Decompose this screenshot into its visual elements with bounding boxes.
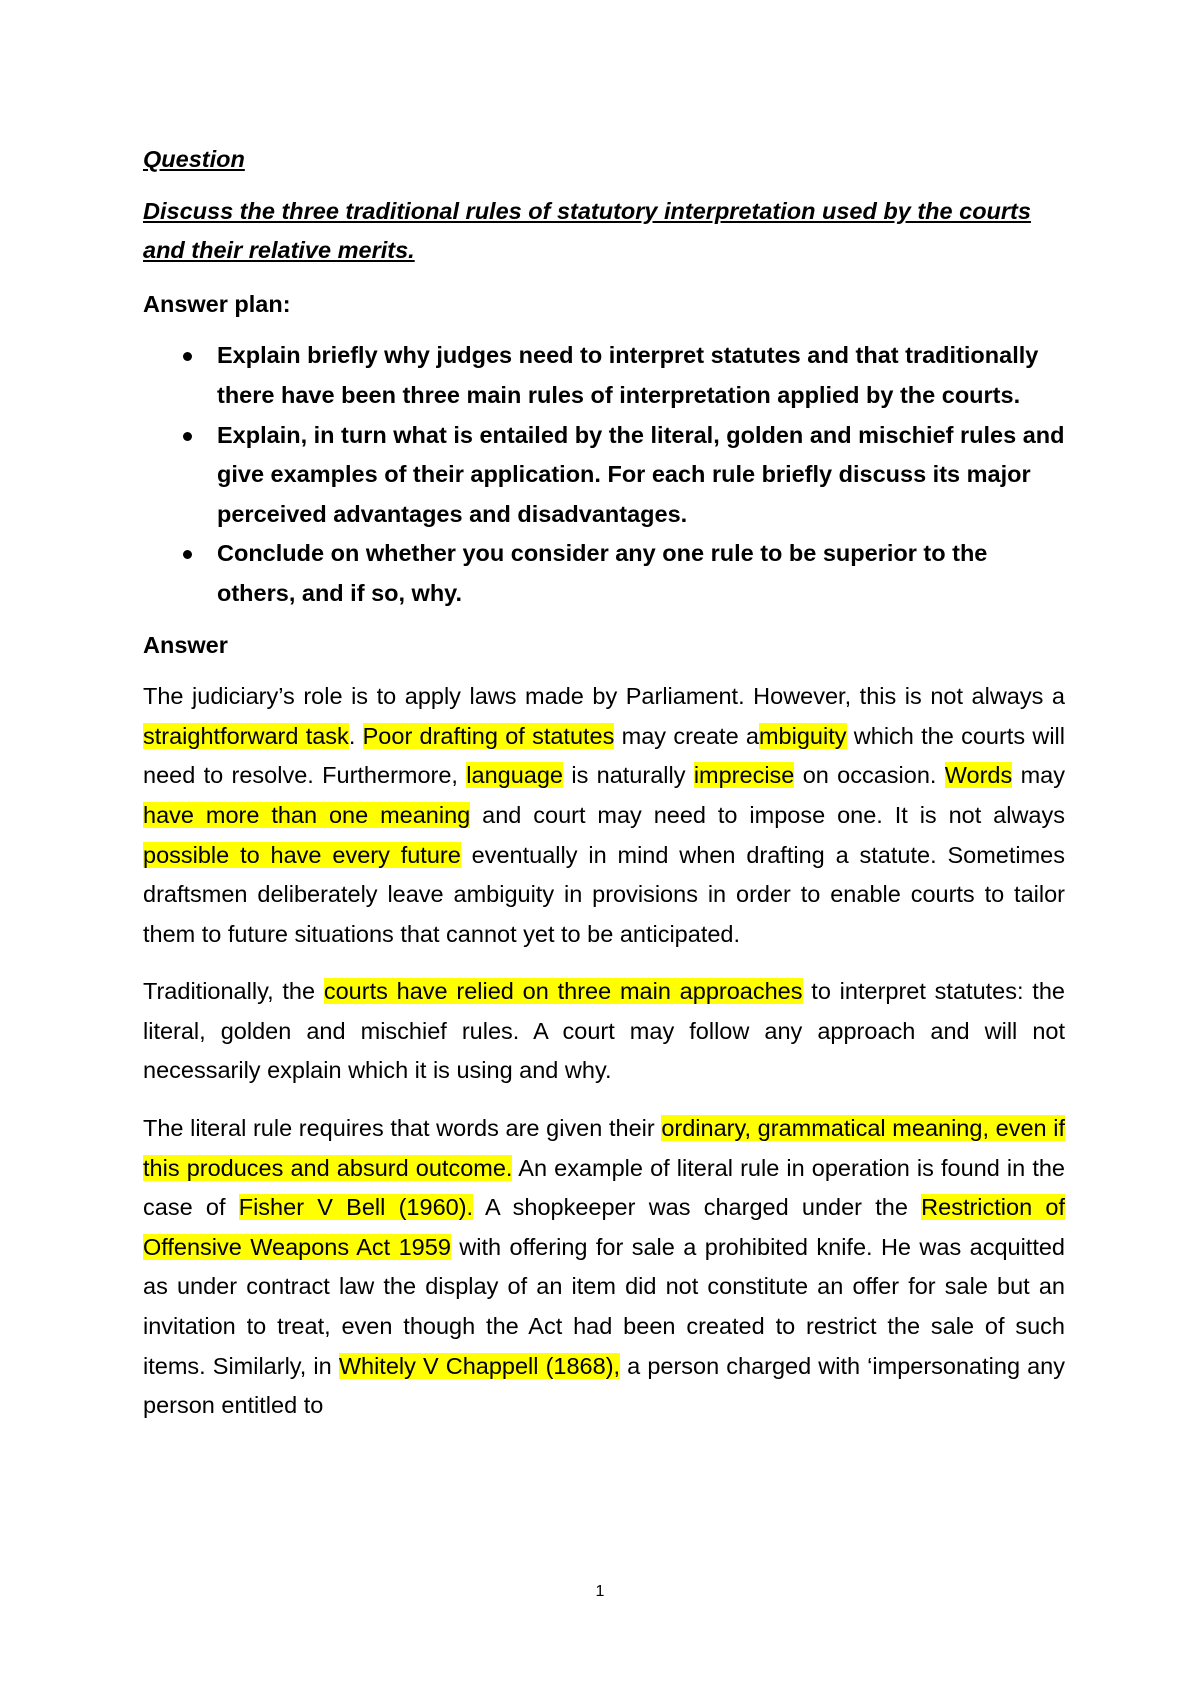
paragraph-text: with offering for sale a prohibited knife. He was acquitted as under contract law the display of an item did not constitute an offer for sale but an invitation to treat, even though the Act had been created to restrict the sale of such items. Similarly, in <box>143 1233 1066 1379</box>
answer-paragraph <box>143 1109 1065 1426</box>
paragraph-text: Traditionally, the <box>143 978 324 1005</box>
paragraph-text: The judiciary’s role is to apply laws made by Parliament. However, this is not always a <box>143 683 1065 710</box>
plan-item-text: Explain, in turn what is entailed by the literal, golden and mischief rules and give examples of their application. For each rule briefly discuss its major perceived advantages and disadvantages. <box>217 421 1065 527</box>
question-text: Discuss the three traditional rules of statutory interpretation used by the courts and their relative merits. <box>143 197 1031 264</box>
paragraph-text: and court may need to impose one. It is not always <box>470 801 1065 828</box>
highlighted-text: ordinary, grammatical meaning, even if this produces and absurd outcome. <box>143 1115 1065 1181</box>
plan-item-text: Explain briefly why judges need to interpret statutes and that traditionally there have been three main rules of interpretation applied by the courts. <box>217 342 1039 408</box>
paragraph-text: A shopkeeper was charged under the <box>473 1194 922 1221</box>
highlighted-text: have more than one meaning <box>143 801 471 828</box>
plan-item-text: Conclude on whether you consider any one rule to be superior to the others, and if so, why. <box>217 540 988 606</box>
document-content <box>143 140 1065 1444</box>
bullet-icon <box>183 550 192 559</box>
highlighted-text: Whitely V Chappell (1868), <box>338 1352 621 1379</box>
answer-plan-list <box>143 336 1065 613</box>
bullet-icon <box>183 432 192 441</box>
paragraph-text: An example of literal rule in operation is found in the case of <box>143 1154 1065 1221</box>
plan-item <box>143 416 1065 535</box>
highlighted-text: language <box>466 762 564 789</box>
plan-item <box>143 336 1065 415</box>
paragraph-text: which the courts will need to resolve. Furthermore, <box>143 722 1065 789</box>
highlighted-text: courts have relied on three main approaches <box>323 978 803 1005</box>
paragraph-text: a person charged with ‘impersonating any person entitled to <box>143 1352 1065 1419</box>
paragraph-text: is naturally <box>563 762 694 789</box>
answer-label: Answer <box>143 631 228 658</box>
page-number: 1 <box>595 1583 605 1600</box>
question-label: Question <box>143 146 245 172</box>
answer-plan-label: Answer plan: <box>143 290 291 317</box>
paragraph-text: on occasion. <box>794 762 945 789</box>
highlighted-text: straightforward task <box>143 722 349 749</box>
bullet-icon <box>183 352 192 361</box>
plan-item <box>143 534 1065 613</box>
answer-paragraph <box>143 677 1065 954</box>
paragraph-text: may create a <box>614 722 759 749</box>
highlighted-text: Restriction of Offensive Weapons Act 1959 <box>143 1194 1066 1260</box>
paragraph-text: The literal rule requires that words are given their <box>143 1115 662 1142</box>
answer-paragraph <box>143 972 1065 1091</box>
highlighted-text: Words <box>944 762 1013 789</box>
paragraph-text: may <box>1012 762 1065 789</box>
paragraph-text: . <box>348 722 363 749</box>
highlighted-text: possible to have every future <box>143 841 461 868</box>
paragraph-text: to interpret statutes: the literal, golden and mischief rules. A court may follow any approach and will not necessarily explain which it is using and why. <box>143 978 1065 1084</box>
paragraph-text: eventually in mind when drafting a statute. Sometimes draftsmen deliberately leave ambiguity in provisions in order to enable courts to tailor them to future situations that cannot yet to be anticipated. <box>143 841 1065 947</box>
highlighted-text: Fisher V Bell (1960). <box>238 1194 474 1221</box>
highlighted-text: Poor drafting of statutes <box>362 722 615 749</box>
highlighted-text: mbiguity <box>758 722 847 749</box>
highlighted-text: imprecise <box>693 762 795 789</box>
